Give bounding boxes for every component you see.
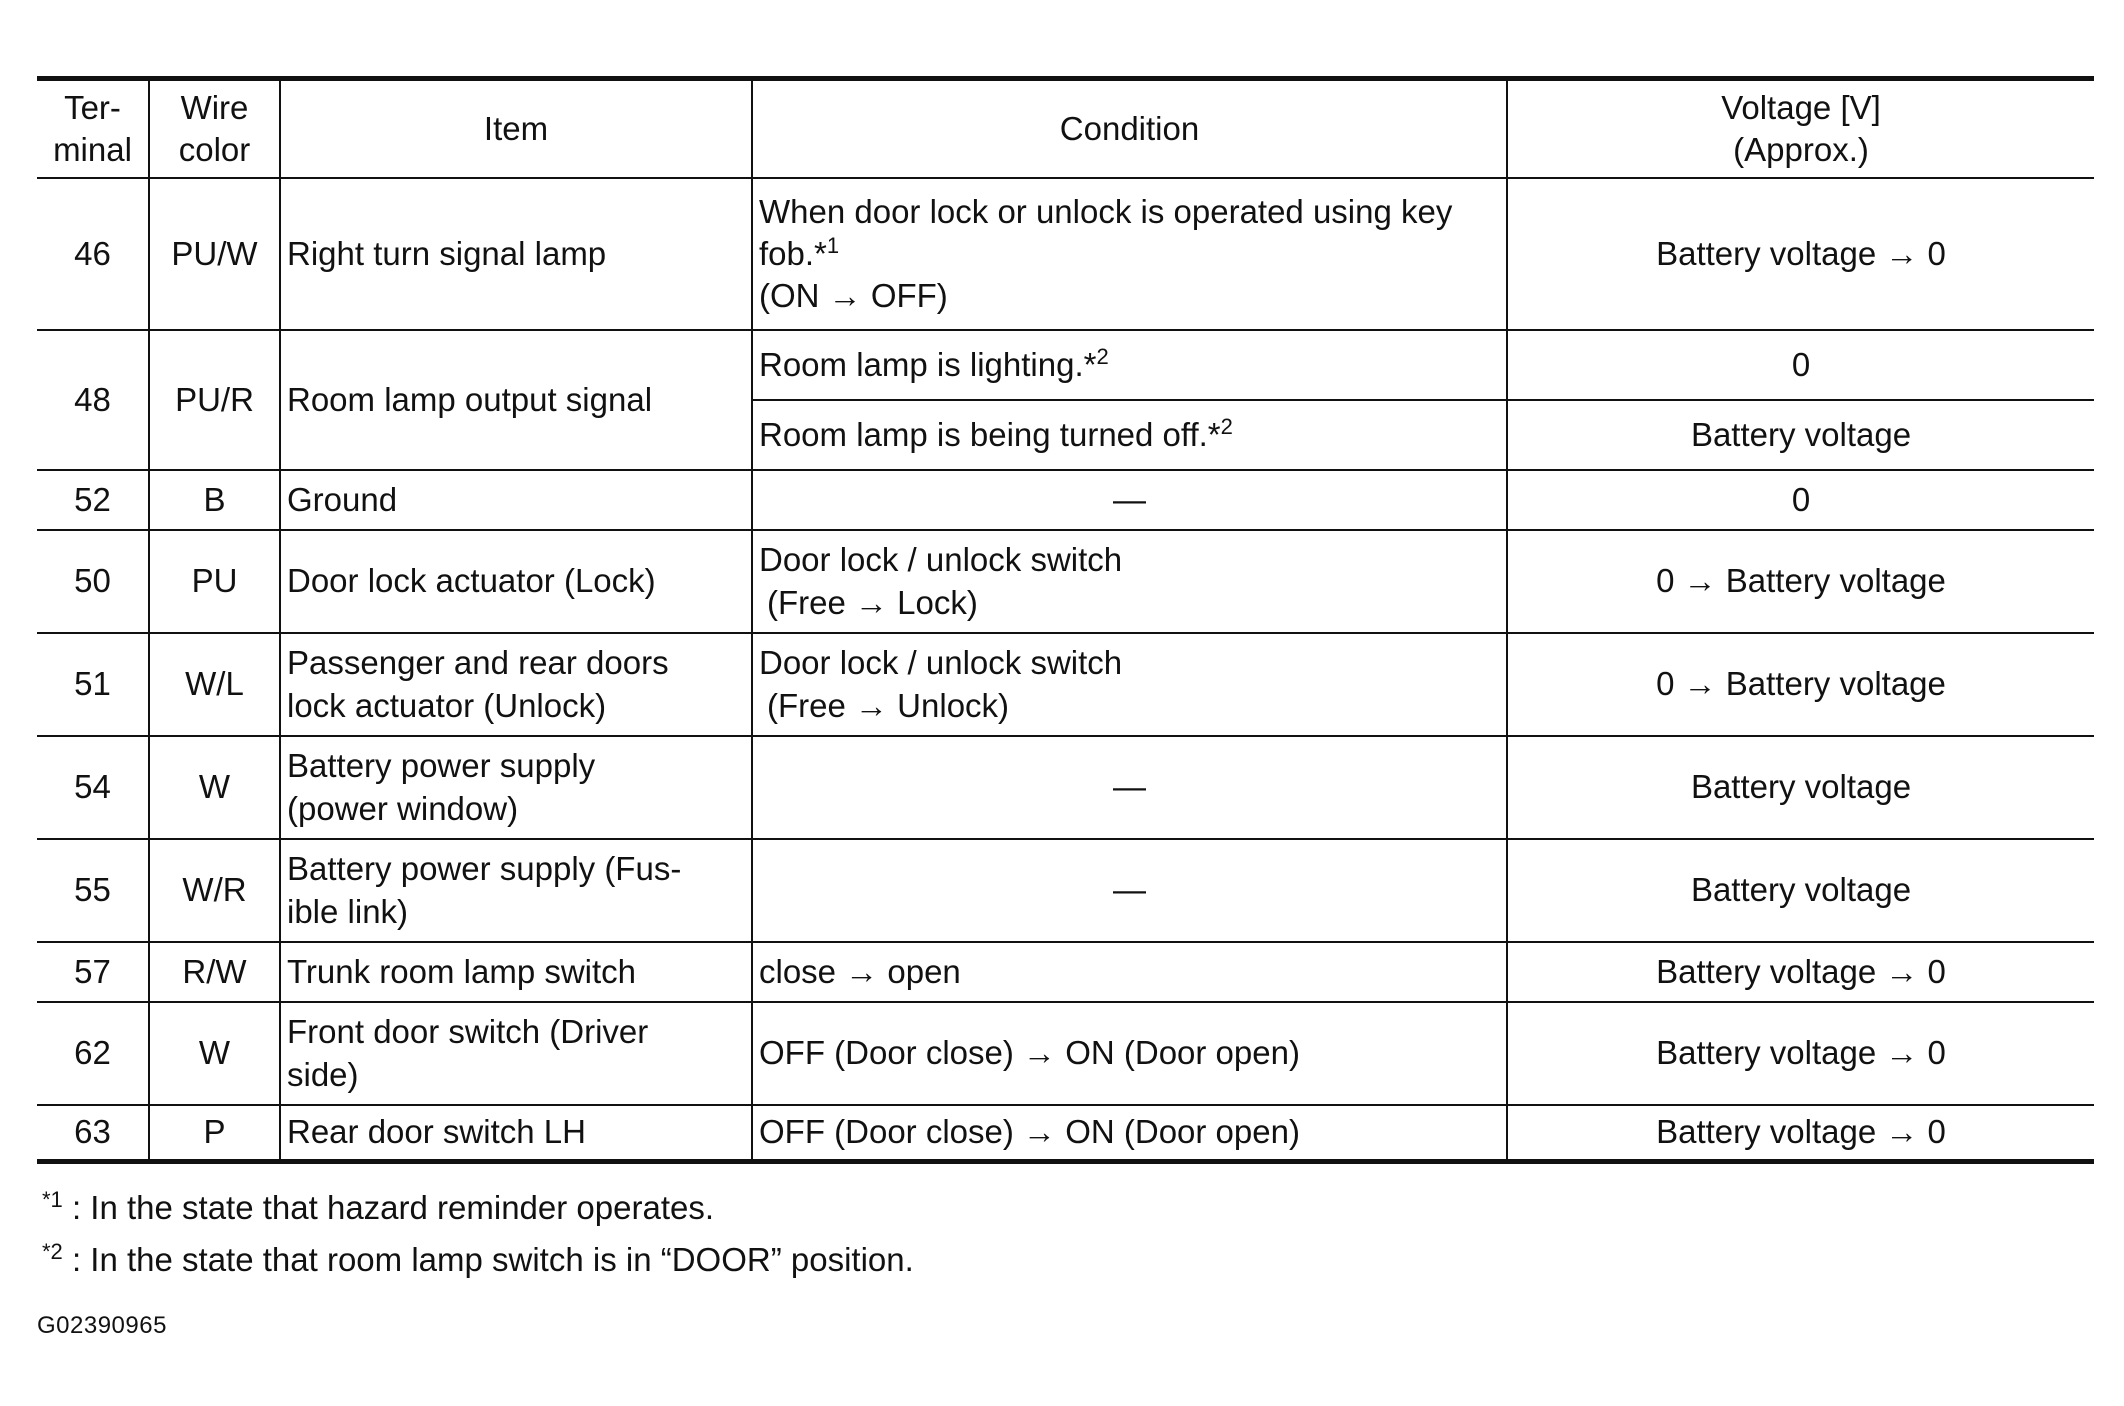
header-wire-color-line-2: color [178, 131, 251, 168]
item-line: Battery power supply (Fus- [287, 850, 682, 888]
header-wire-color-line-1: Wire [180, 88, 249, 126]
voltage-cell: Battery voltage → 0 [1507, 942, 2094, 1002]
condition-cell: OFF (Door close) → ON (Door open) [752, 1105, 1507, 1162]
header-wire-color [149, 79, 280, 179]
condition-line: (ON → OFF) [759, 277, 948, 315]
footnote-1 [42, 1188, 914, 1228]
header-voltage-line-1: Voltage [V] [1721, 88, 1881, 126]
terminal-cell: 51 [37, 633, 149, 736]
footnote-2-mark: *2 [42, 1238, 63, 1264]
item-line: Front door switch (Driver [287, 1013, 649, 1051]
item-cell: Rear door switch LH [280, 1105, 752, 1162]
table-row [37, 633, 2094, 736]
header-row [37, 79, 2094, 179]
wire-color-cell: PU [149, 530, 280, 633]
table-row [37, 178, 2094, 330]
table-row [37, 1002, 2094, 1105]
table-row [37, 942, 2094, 1002]
footnote-ref: 2 [1220, 413, 1233, 439]
table-row [37, 530, 2094, 633]
header-voltage [1507, 79, 2094, 179]
header-terminal-line-1: Ter- [64, 88, 121, 126]
condition-line: Door lock / unlock switch [759, 644, 1123, 682]
voltage-cell: Battery voltage → 0 [1507, 178, 2094, 330]
condition-line: (Free → Unlock) [767, 686, 1010, 724]
wire-color-cell: W/L [149, 633, 280, 736]
footnotes [42, 1188, 914, 1291]
voltage-cell: 0 → Battery voltage [1507, 633, 2094, 736]
item-line: Passenger and rear doors [287, 644, 669, 682]
condition-cell [752, 178, 1507, 330]
wire-color-cell: P [149, 1105, 280, 1162]
condition-cell: — [752, 839, 1507, 942]
table-row [37, 839, 2094, 942]
item-cell: Trunk room lamp switch [280, 942, 752, 1002]
item-line: Battery power supply [287, 747, 596, 785]
table-header [37, 79, 2094, 179]
condition-line: When door lock or unlock is operated using key [759, 192, 1453, 230]
voltage-cell: Battery voltage [1507, 736, 2094, 839]
header-terminal [37, 79, 149, 179]
terminal-cell: 52 [37, 470, 149, 530]
voltage-cell: Battery voltage → 0 [1507, 1105, 2094, 1162]
table-row [37, 330, 2094, 400]
terminal-cell: 62 [37, 1002, 149, 1105]
wire-color-cell: B [149, 470, 280, 530]
header-condition: Condition [752, 79, 1507, 179]
item-cell [280, 1002, 752, 1105]
item-line: (power window) [287, 789, 519, 827]
item-line: lock actuator (Unlock) [287, 686, 607, 724]
item-cell [280, 633, 752, 736]
wire-color-cell: R/W [149, 942, 280, 1002]
footnote-1-mark: *1 [42, 1187, 63, 1212]
footnote-2 [42, 1240, 914, 1280]
voltage-cell: 0 → Battery voltage [1507, 530, 2094, 633]
condition-cell: Room lamp is being turned off.*$^2$ [752, 400, 1507, 470]
table-row [37, 470, 2094, 530]
wire-color-cell: W [149, 1002, 280, 1105]
wire-color-cell: W [149, 736, 280, 839]
footnote-1-text: : In the state that hazard reminder operates. [71, 1189, 715, 1226]
item-line: ible link) [287, 892, 409, 930]
wire-color-cell: PU/W [149, 178, 280, 330]
condition-line [759, 233, 1500, 275]
footnote-2-text: : In the state that room lamp switch is in “DOOR” position. [71, 1240, 914, 1278]
table-body [37, 178, 2094, 1162]
item-line: side) [287, 1055, 359, 1093]
terminal-cell: 63 [37, 1105, 149, 1162]
item-cell: Right turn signal lamp [280, 178, 752, 330]
item-cell: Room lamp output signal [280, 330, 752, 470]
condition-cell: Room lamp is lighting.*$^2$ [752, 330, 1507, 400]
figure-id: G02390965 [37, 1312, 167, 1339]
condition-line-text: fob.*$^1$ [759, 232, 840, 272]
condition-cell [752, 530, 1507, 633]
terminal-cell: 57 [37, 942, 149, 1002]
wire-color-cell: PU/R [149, 330, 280, 470]
terminal-cell: 54 [37, 736, 149, 839]
header-terminal-line-2: minal [53, 131, 132, 168]
terminal-voltage-table [37, 76, 2094, 1164]
voltage-cell: Battery voltage [1507, 400, 2094, 470]
item-cell: Ground [280, 470, 752, 530]
condition-cell: — [752, 470, 1507, 530]
wire-color-cell: W/R [149, 839, 280, 942]
footnote-ref: 2 [1096, 343, 1109, 369]
item-cell [280, 839, 752, 942]
condition-cell: close → open [752, 942, 1507, 1002]
condition-line: (Free → Lock) [767, 583, 978, 621]
header-item: Item [280, 79, 752, 179]
table-row [37, 1105, 2094, 1162]
voltage-cell: Battery voltage [1507, 839, 2094, 942]
terminal-cell: 46 [37, 178, 149, 330]
condition-cell: OFF (Door close) → ON (Door open) [752, 1002, 1507, 1105]
voltage-cell: Battery voltage → 0 [1507, 1002, 2094, 1105]
item-cell: Door lock actuator (Lock) [280, 530, 752, 633]
voltage-cell: 0 [1507, 330, 2094, 400]
condition-line: Door lock / unlock switch [759, 541, 1123, 579]
condition-cell [752, 633, 1507, 736]
voltage-cell: 0 [1507, 470, 2094, 530]
terminal-cell: 48 [37, 330, 149, 470]
footnote-ref: 1 [826, 232, 840, 258]
condition-cell: — [752, 736, 1507, 839]
table-row [37, 736, 2094, 839]
header-voltage-line-2: (Approx.) [1733, 131, 1869, 168]
terminal-cell: 50 [37, 530, 149, 633]
item-cell [280, 736, 752, 839]
terminal-cell: 55 [37, 839, 149, 942]
